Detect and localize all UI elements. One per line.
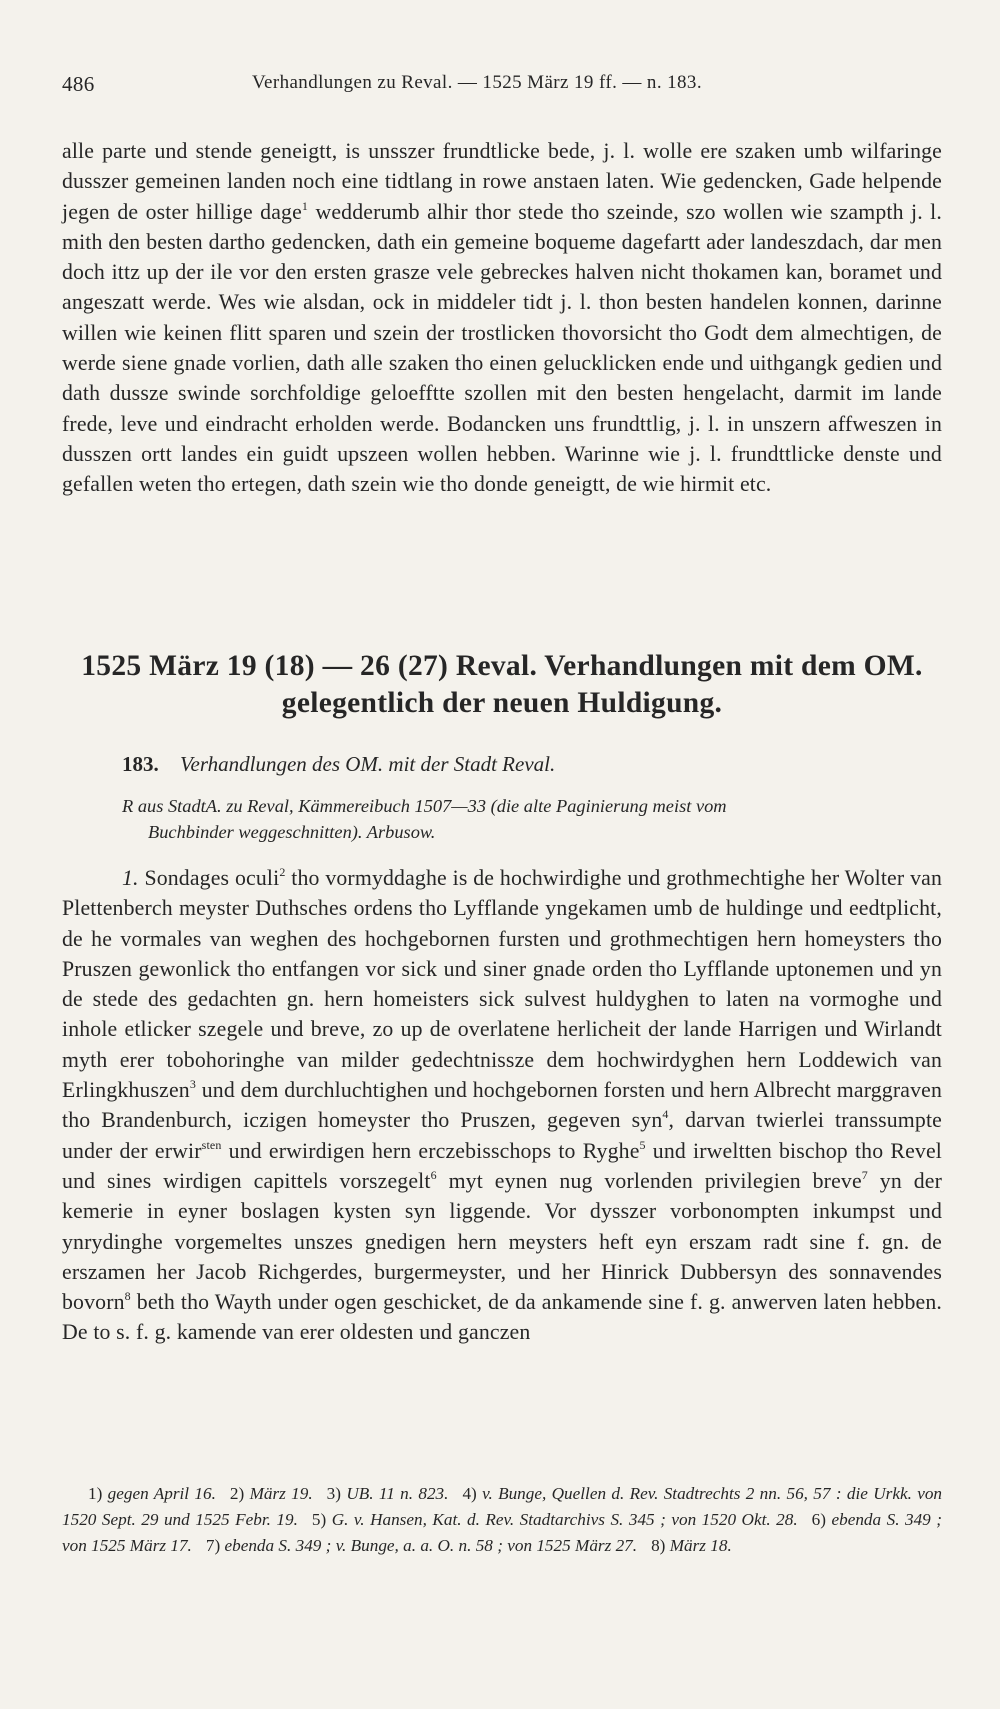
section-title: 1525 März 19 (18) — 26 (27) Reval. Verhandlungen mit dem OM. gelegentlich der neuen Huldigung. bbox=[81, 650, 923, 719]
footnote-ref: 1 bbox=[301, 198, 309, 213]
paragraph-number: 1. bbox=[122, 866, 139, 890]
page-number: 486 bbox=[62, 72, 95, 96]
running-title: Verhandlungen zu Reval. — 1525 März 19 ff. — n. 183. bbox=[252, 72, 702, 93]
body-paragraph-record: 1. Sondages oculi$^2$ tho vormyddaghe is de hochwirdighe und grothmechtighe her Wolter van Plettenberch meyster Duthsches ordens tho Lyfflande yngekamen umb de huldinge und eedtplicht, de he vormales van weghen des hochgebornen fursten und grothmechtigen hern homeysters tho Pruszen gewonlick tho entfangen vor sick und siner gnade orden tho Lyfflande uptonemen und yn de stede des gedachten gn. hern homeisters sick sulvest huldyghen to laten na vormoghe und inhole etlicker szegele und breve, zo up de overlatene herlicheit der lande Harrigen und Wirlandt myth erer tobohoringhe van milder gedechtnissze dem hochwirdyghen hern Loddewich van Erlingkhuszen$^3$ und dem durchluchtighen und hochgebornen forsten und hern Albrecht marggraven tho Brandenburch, iczigen homeyster tho Pruszen, gegeven syn$^4$, darvan twierlei transsumpte under der erwir$^{sten}$ und erwirdigen hern erczebisschops to Ryghe$^5$ und irweltten bischop tho Revel und sines wirdigen capittels vorszegelt$^6$ myt eynen nug vorlenden privilegien breve$^7$ yn der kemerie in eyner boslagen kysten syn liggende. Vor dysszer vorbonompten inkumpst und ynrydinghe vorgemeltes unszes gnedigen hern meysters heft eyn erszam radt sine f. gn. de erszamen her Jacob Richgerdes, burgermeyster, und her Hinrick Dubbersyn des sonnavendes bovorn$^8$ beth tho Wayth under ogen geschicket, de da ankamende sine f. g. anwerven laten hebben. De to s. f. g. kamende van erer oldesten und ganczen bbox=[62, 865, 943, 1345]
body-paragraph-letter: alle parte und stende geneigtt, is unsszer frundtlicke bede, j. l. wolle ere szaken umb wilfaringe dusszer gemeinen landen noch eine tidtlang in rowe anstaen laten. Wie gedencken, Gade helpende jegen de oster hillige dage$^1$ wedderumb alhir thor stede tho szeinde, szo wollen wie szampth j. l. mith den besten dartho gedencken, dath ein gemeine boqueme dagefartt ader landeszdach, dar men doch ittz up der ile vor den ersten grasze vele gebreckes halven nicht thokamen kan, boramet und angeszatt werde. Wes wie alsdan, ock in middeler tidt j. l. thon besten handelen konnen, darinne willen wie keinen flitt sparen und szein der trostlicken thovorsicht tho Godt dem almechtigen, de werde siene gnade vorlien, dath alle szaken tho einen gelucklicken ende und uithgangk gedien und dath dussze swinde sorchfoldige geloefftte szollen mit den besten hengelacht, darmit im lande frede, leve und eindracht erholden werde. Bodancken uns frundttlig, j. l. in unszern affweszen in dusszen ortt landes ein guidt upszeen wollen hebben. Warinne wie j. l. frundttlicke denste und gefallen weten tho ertegen, dath szein wie tho donde geneigtt, de wie hirmit etc. bbox=[62, 139, 942, 497]
footnotes: 1) gegen April 16. 2) März 19. 3) UB. 11 n. 823. 4) v. Bunge, Quellen d. Rev. Stadtrechts 2 nn. 56, 57 : die Urkk. von 1520 Sept. 29 und 1525 Febr. 19. 5) G. v. Hansen, Kat. d. Rev. Stadtarchivs S. 345 ; von 1520 Okt. 28. 6) ebenda S. 349 ; von 1525 März 17. 7) ebenda S. 349 ; v. Bunge, a. a. O. n. 58 ; von 1525 März 27. 8) März 18. bbox=[62, 1484, 943, 1555]
document-title: Verhandlungen des OM. mit der Stadt Reval. bbox=[180, 752, 556, 776]
document-heading bbox=[122, 752, 942, 777]
source-note: R aus StadtA. zu Reval, Kämmereibuch 1507—33 (die alte Paginierung meist vom Buchbinder weggeschnitten). Arbusow. bbox=[122, 796, 727, 842]
document-number: 183. bbox=[122, 752, 159, 776]
